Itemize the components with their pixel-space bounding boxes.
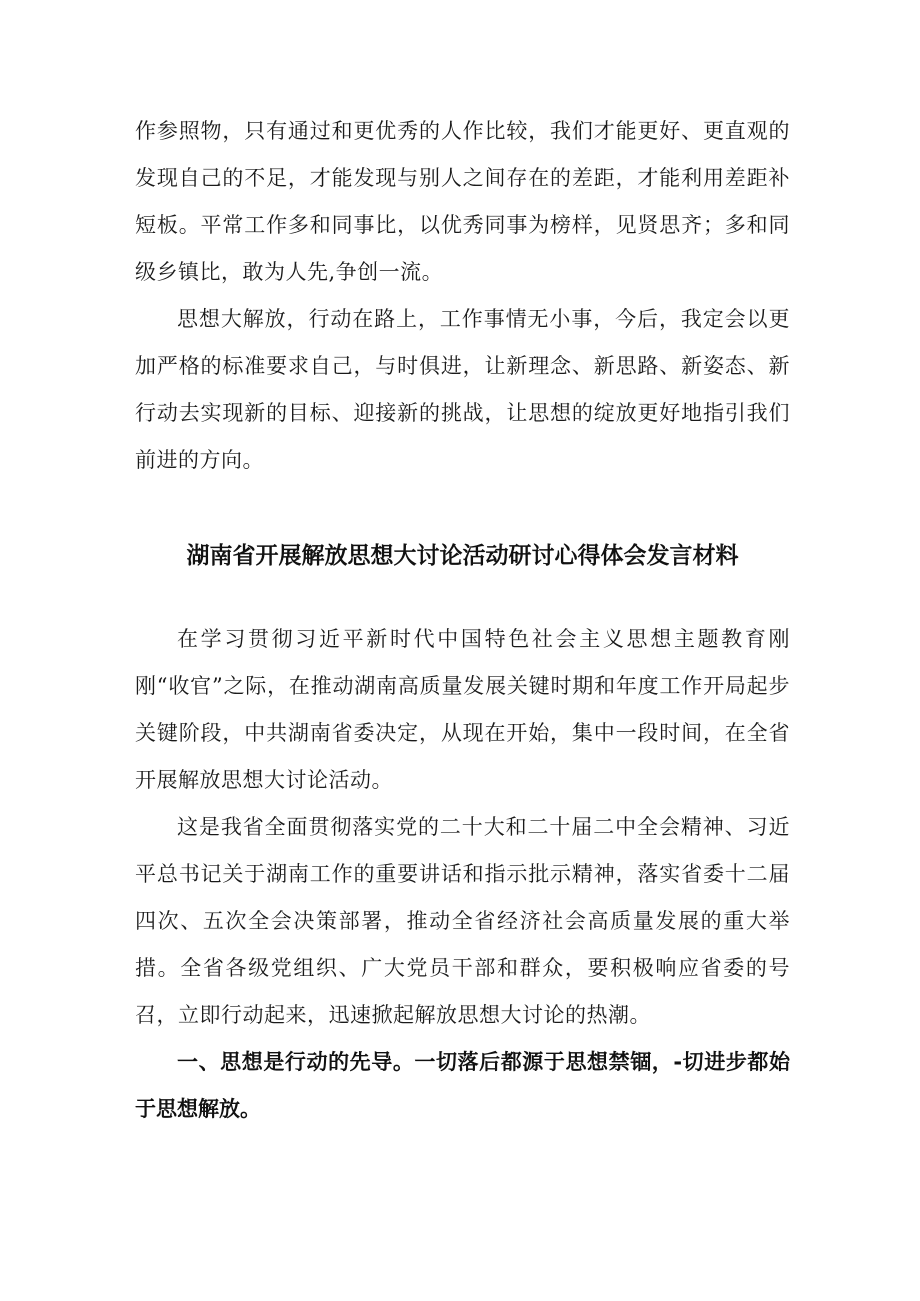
- paragraph-conclusion: 思想大解放，行动在路上，工作事情无小事，今后，我定会以更加严格的标准要求自己，与时俱进，让新理念、新思路、新姿态、新行动去实现新的目标、迎接新的挑战，让思想的绽放更好地指引我们前进的方向。: [135, 307, 790, 472]
- document-page: [135, 108, 790, 1133]
- section-heading-one: 一、思想是行动的先导。一切落后都源于思想禁锢，-切进步都始于思想解放。: [135, 1050, 790, 1121]
- paragraph-comparison: 作参照物，只有通过和更优秀的人作比较，我们才能更好、更直观的发现自己的不足，才能发现与别人之间存在的差距，才能利用差距补短板。平常工作多和同事比，以优秀同事为榜样，见贤思齐；多和同级乡镇比，敢为人先,争创一流。: [135, 119, 790, 284]
- paragraph-intro: 在学习贯彻习近平新时代中国特色社会主义思想主题教育刚刚“收官”之际，在推动湖南高质量发展关键时期和年度工作开局起步关键阶段，中共湖南省委决定，从现在开始，集中一段时间，在全省开展解放思想大讨论活动。: [135, 627, 790, 792]
- article-title: 湖南省开展解放思想大讨论活动研讨心得体会发言材料: [186, 543, 739, 569]
- paragraph-significance: 这是我省全面贯彻落实党的二十大和二十届二中全会精神、习近平总书记关于湖南工作的重要讲话和指示批示精神，落实省委十二届四次、五次全会决策部署，推动全省经济社会高质量发展的重大举措。全省各级党组织、广大党员干部和群众，要积极响应省委的号召，立即行动起来，迅速掀起解放思想大讨论的热潮。: [135, 815, 790, 1027]
